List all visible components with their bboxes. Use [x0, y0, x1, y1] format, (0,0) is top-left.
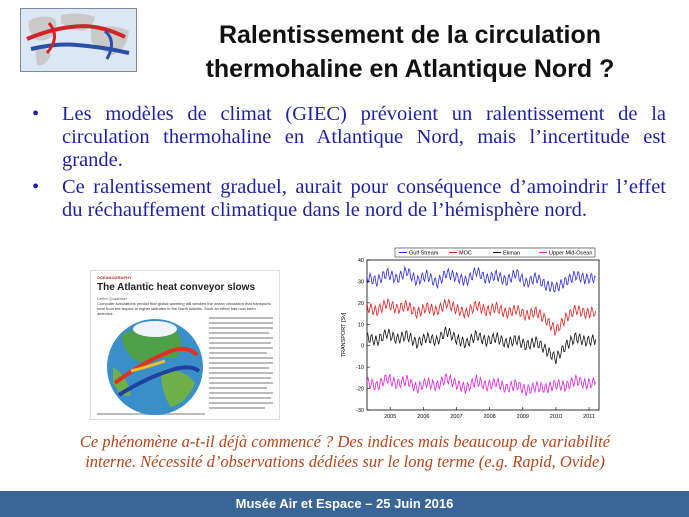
- transport-chart-svg: [335, 244, 605, 424]
- bullet-marker: •: [32, 103, 40, 125]
- y-tick-label: 0: [360, 343, 364, 350]
- chart-legend: [395, 248, 595, 257]
- bullet-item: [26, 103, 666, 172]
- bullet-item: [26, 176, 666, 222]
- y-tick-label: 40: [357, 258, 364, 264]
- article-clipping: [90, 270, 280, 420]
- x-tick-label: 2007: [450, 414, 463, 420]
- y-axis-label: TRANSPORT [Sv]: [341, 312, 347, 358]
- y-tick-label: 30: [357, 279, 364, 286]
- y-tick-label: -30: [356, 408, 364, 414]
- slide-title-line-2: thermohaline en Atlantique Nord ?: [205, 55, 615, 83]
- caption-line-2: interne. Nécessité d’observations dédiées sur le long terme (e.g. Rapid, Ovide): [85, 452, 605, 471]
- slide-title-line-1: Ralentissement de la circulation: [218, 21, 602, 49]
- slide-title: [150, 18, 670, 86]
- x-tick-label: 2011: [583, 414, 595, 420]
- bullet-text: Ce ralentissement graduel, aurait pour conséquence d’amoindrir l’effet du réchauffement climatique dans le nord de l’hémisphère nord.: [62, 176, 666, 221]
- conveyor-belt-map-graphic: [21, 9, 136, 71]
- legend-label: Ekman: [503, 250, 521, 257]
- x-tick-label: 2005: [384, 414, 397, 420]
- article-lede: Computer simulations predict that global warming will weaken the ocean circulation that transports heat from the tropics to higher latitudes in the North Atlantic. Such an effect has now been detected.: [97, 301, 271, 316]
- article-tag: OCEANOGRAPHY: [97, 275, 132, 280]
- x-tick-label: 2006: [417, 414, 430, 420]
- bullet-marker: •: [32, 176, 40, 198]
- y-tick-label: -20: [356, 386, 364, 393]
- caption-line-1: Ce phénomène a-t-il déjà commencé ? Des indices mais beaucoup de variabilité: [79, 432, 611, 451]
- x-tick-label: 2008: [483, 414, 496, 420]
- x-tick-label: 2009: [516, 414, 529, 420]
- y-tick-label: 10: [357, 322, 364, 329]
- slide-caption: [15, 432, 675, 472]
- conveyor-belt-map-image: [20, 8, 137, 72]
- y-tick-label: -10: [356, 365, 364, 372]
- legend-label: MOC: [459, 250, 472, 257]
- article-byline: Detlef Quadfasel: [97, 296, 127, 301]
- globe-illustration: [107, 319, 203, 415]
- transport-chart: [335, 244, 605, 424]
- legend-label: Gulf Stream: [409, 250, 439, 257]
- article-headline: The Atlantic heat conveyor slows: [97, 282, 256, 293]
- x-tick-label: 2010: [549, 414, 563, 420]
- bullet-text: Les modèles de climat (GIEC) prévoient un ralentissement de la circulation thermohaline en Atlantique Nord, mais l’incertitude est grande.: [62, 103, 666, 171]
- legend-label: Upper Mid-Ocean: [549, 250, 593, 257]
- bullet-list: [26, 103, 666, 226]
- y-tick-label: 20: [357, 300, 364, 307]
- slide-footer: Musée Air et Espace – 25 Juin 2016: [0, 491, 689, 517]
- article-figure: [91, 271, 279, 419]
